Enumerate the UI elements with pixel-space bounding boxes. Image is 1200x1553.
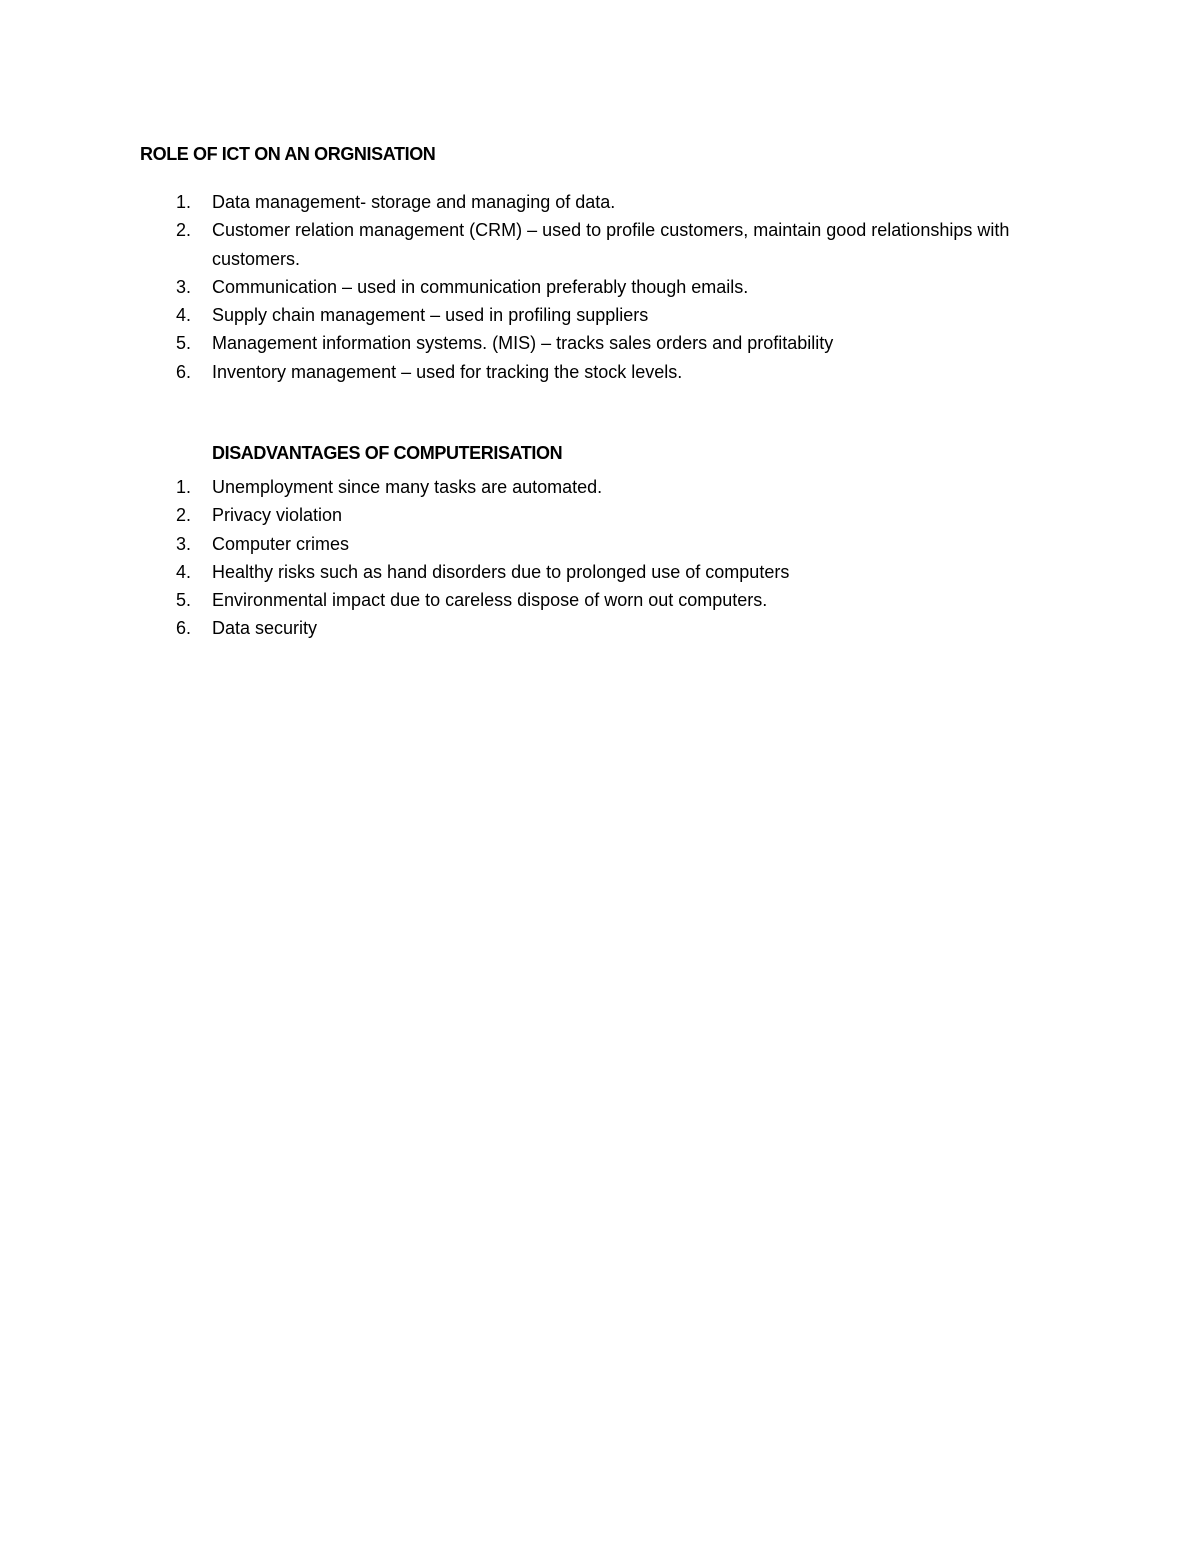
list-item-number: 5. xyxy=(176,590,192,611)
list-item-number: 4. xyxy=(176,305,192,326)
role-of-ict-list xyxy=(0,188,1200,386)
list-item-text: Data management- storage and managing of data. xyxy=(212,192,616,212)
list-item xyxy=(0,501,1200,529)
list-item-number: 5. xyxy=(176,333,192,354)
list-item-number: 1. xyxy=(176,477,192,497)
list-item xyxy=(0,473,1200,501)
list-item xyxy=(0,358,1200,386)
list-item-text: Data security xyxy=(212,618,318,639)
list-item xyxy=(0,216,1200,273)
list-item-number: 6. xyxy=(176,618,192,639)
list-item-text: Environmental impact due to careless dispose of worn out computers. xyxy=(212,590,768,611)
list-item-text: Inventory management – used for tracking the stock levels. xyxy=(212,361,683,382)
section-heading-role-of-ict: ROLE OF ICT ON AN ORGNISATION xyxy=(140,144,436,164)
list-item-number: 4. xyxy=(176,561,192,582)
list-item xyxy=(0,530,1200,558)
list-item-number: 2. xyxy=(176,220,192,241)
list-item-number: 3. xyxy=(176,533,192,554)
list-item xyxy=(0,614,1200,642)
list-item xyxy=(0,301,1200,329)
list-item-text: Unemployment since many tasks are automated. xyxy=(212,477,603,497)
list-item-text: Customer relation management (CRM) – used to profile customers, maintain good relationships with customers. xyxy=(212,220,1010,269)
list-item xyxy=(0,329,1200,357)
list-item-text: Communication – used in communication preferably though emails. xyxy=(212,276,749,297)
list-item xyxy=(0,558,1200,586)
list-item-number: 3. xyxy=(176,276,192,297)
list-item-number: 2. xyxy=(176,505,192,526)
list-item xyxy=(0,273,1200,301)
list-item-text: Privacy violation xyxy=(212,505,343,526)
list-item-text: Healthy risks such as hand disorders due to prolonged use of computers xyxy=(212,561,790,582)
list-item-number: 1. xyxy=(176,192,192,212)
list-item xyxy=(0,188,1200,216)
section-heading-disadvantages: DISADVANTAGES OF COMPUTERISATION xyxy=(212,443,563,463)
list-item xyxy=(0,586,1200,614)
list-item-text: Supply chain management – used in profiling suppliers xyxy=(212,305,649,326)
list-item-number: 6. xyxy=(176,361,192,382)
disadvantages-list xyxy=(0,473,1200,643)
list-item-text: Management information systems. (MIS) – tracks sales orders and profitability xyxy=(212,333,834,354)
list-item-text: Computer crimes xyxy=(212,533,350,554)
